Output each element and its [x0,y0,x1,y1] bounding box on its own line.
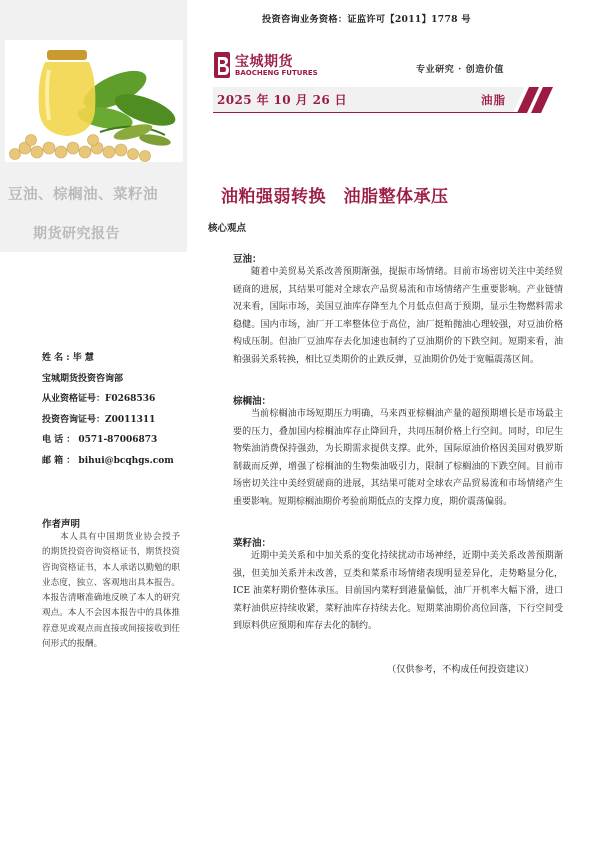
sidebar [0,0,187,842]
logo-english-name: BAOCHENG FUTURES [235,69,318,77]
analyst-info [42,348,182,471]
consult-number: 投资咨询证号：Z0011311 [42,414,156,425]
report-type-title: 期货研究报告 [33,226,120,242]
report-headline: 油粕强弱转换 油脂整体承压 [221,187,449,207]
report-series-title: 豆油、棕榈油、菜籽油 [8,187,158,203]
department: 宝城期货投资咨询部 [42,373,124,384]
soybean-oil-section-body: 随着中美贸易关系改善预期渐强，提振市场情绪。目前市场密切关注中美经贸磋商的进展，其结果可能对全球农产品贸易流和市场情绪产生重要影响。产业链情况来看，国际市场，美国豆油库存降至九个月低点但高于预期，显示生物燃料需求稳健。国内市场，油厂开工率整体位于高位，油厂挺粕抛油心理较强，对豆油价格构成压制。但油厂豆油库存去化加速也制约了豆油期价的下跌空间。短期来看，油粕强弱关系转换，相比豆类期价的止跌反弹，豆油期价仍处于宽幅震荡区间。 [233,267,563,365]
soybean-oil-photo [5,40,183,162]
core-views-label: 核心观点 [208,223,247,234]
logo-chinese-name: 宝城期货 [235,54,293,70]
logo-mark-icon [212,50,232,80]
report-date: 2025 年 10 月 26 日 [217,93,348,107]
rapeseed-oil-section-title: 菜籽油： [233,538,272,549]
author-statement-body: 本人具有中国期货业协会授予的期货投资咨询资格证书，期货投资咨询资格证书，本人承诺以勤勉的职业态度，独立、客观地出具本报告。本报告清晰准确地反映了本人的研究观点。本人不会因本报告中的具体推荐意见或观点而直接或间接接收到任何形式的报酬。 [42,532,180,650]
email: 邮 箱 ： bihui@bcqhgs.com [42,455,174,466]
disclaimer: （仅供参考，不构成任何投资建议） [387,664,534,675]
rapeseed-oil-section-body: 近期中美关系和中加关系的变化持续扰动市场神经，近期中美关系改善预期渐强，但美加关系并未改善，豆类和菜系市场情绪表现明显差异化，走势略显分化，ICE 油菜籽期价整体承压。目前国内菜籽到港量偏低，油厂开机率大幅下滑，进口菜籽油供应持续收紧，菜籽油库存持续去化。短期菜油期价高位回落，下行空间受到原料供应预期和库存去化的制约。 [233,551,563,632]
qualification-number: 从业资格证号：F0268536 [42,394,156,404]
analyst-name: 姓 名 : 毕 慧 [42,353,94,363]
palm-oil-section-title: 棕榈油： [233,396,272,407]
palm-oil-section-body: 当前棕榈油市场短期压力明确，马来西亚棕榈油产量的超预期增长是市场最主要的压力，叠加国内棕榈油库存止降回升，共同压制价格上行空间。同时，印尼生物柴油消费保持强劲，为长期需求提供支撑。此外，国际原油价格因美国对俄罗斯制裁而反弹，增强了棕榈油的生物柴油吸引力，限制了棕榈油的下跌空间。目前市场密切关注中美经贸磋商的进展，其结果可能对全球农产品贸易流和市场情绪产生重要影响。短期棕榈油期价考验前期低点的支撑力度，期价震荡偏弱。 [233,409,563,507]
license-line: 投资咨询业务资格：证监许可【2011】1778 号 [262,14,471,25]
soybean-oil-section-title: 豆油： [233,254,262,265]
report-category: 油脂 [481,93,506,107]
author-statement-title: 作者声明 [42,519,81,530]
company-logo [212,50,322,84]
phone: 电 话 ： 0571-87006873 [42,435,158,445]
slogan: 专业研究 · 创造价值 [416,65,505,75]
